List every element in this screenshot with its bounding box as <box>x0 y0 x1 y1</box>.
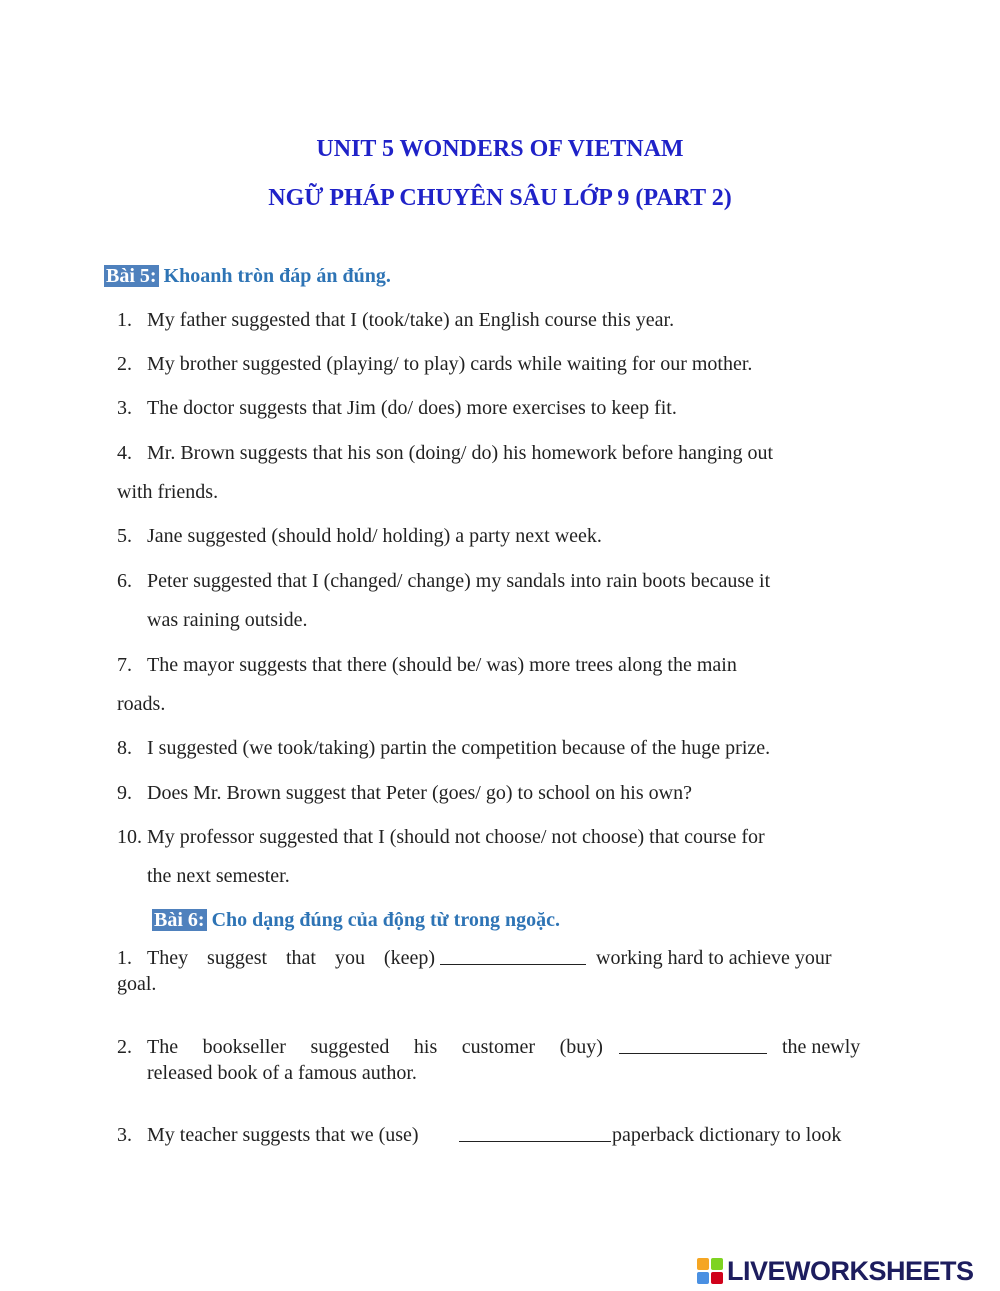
item-number: 2. <box>117 1036 132 1058</box>
item-number: 5. <box>117 525 132 547</box>
item-text: My brother suggested (playing/ to play) cards while waiting for our mother. <box>147 353 753 375</box>
ex6-item-2-after: the newly <box>782 1036 861 1058</box>
exercise-6-heading <box>152 908 560 932</box>
liveworksheets-logo <box>697 1254 997 1288</box>
item-text: Jane suggested (should hold/ holding) a party next week. <box>147 525 602 547</box>
item-text-continued: roads. <box>117 693 166 715</box>
item-number: 10. <box>117 826 142 848</box>
exercise-6-label: Bài 6: <box>154 909 205 931</box>
ex6-item-1-continuation: goal. <box>117 973 157 995</box>
ex6-item-3-before: My teacher suggests that we (use) <box>147 1124 419 1146</box>
item-text: The mayor suggests that there (should be/ was) more trees along the main <box>147 654 737 676</box>
ex6-item-3-after: paperback dictionary to look <box>612 1124 842 1146</box>
ex6-item-1-after: working hard to achieve your <box>596 947 832 969</box>
item-text: I suggested (we took/taking) partin the competition because of the huge prize. <box>147 737 771 759</box>
ex6-item-2-prompt <box>147 1035 603 1059</box>
ex6-item-3 <box>117 1123 132 1147</box>
exercise-6-instruction: Cho dạng đúng của động từ trong ngoặc. <box>211 909 560 931</box>
logo-text: LIVEWORKSHEETS <box>727 1255 974 1286</box>
worksheet-title: UNIT 5 WONDERS OF VIETNAM <box>316 136 684 162</box>
ex6-item-2-answer-blank[interactable] <box>619 1035 767 1060</box>
item-number: 1. <box>117 947 132 969</box>
ex6-item-3-answer-blank[interactable] <box>459 1123 611 1148</box>
ex6-item-1-answer-blank[interactable] <box>440 946 586 971</box>
word: bookseller <box>202 1036 286 1058</box>
item-number: 2. <box>117 353 132 375</box>
item-text: Does Mr. Brown suggest that Peter (goes/ go) to school on his own? <box>147 782 692 804</box>
worksheet-subtitle: NGỮ PHÁP CHUYÊN SÂU LỚP 9 (PART 2) <box>268 185 732 211</box>
ex6-item-1-prompt <box>147 946 435 970</box>
item-number: 9. <box>117 782 132 804</box>
item-number: 1. <box>117 309 132 331</box>
ex6-item-2-continuation: released book of a famous author. <box>147 1062 417 1084</box>
word: his <box>413 1036 438 1058</box>
item-number: 8. <box>117 737 132 759</box>
word: (buy) <box>559 1036 603 1058</box>
item-text-continued: the next semester. <box>147 865 290 887</box>
item-text-continued: with friends. <box>117 481 219 503</box>
word: They <box>147 947 189 969</box>
word: (keep) <box>383 947 435 969</box>
word: suggest <box>207 947 268 969</box>
word: The <box>147 1036 179 1058</box>
item-text-continued: was raining outside. <box>147 609 308 631</box>
item-number: 6. <box>117 570 132 592</box>
item-text: My professor suggested that I (should not choose/ not choose) that course for <box>147 826 765 848</box>
exercise-5-heading <box>104 264 391 288</box>
item-number: 3. <box>117 1124 132 1146</box>
item-text: The doctor suggests that Jim (do/ does) more exercises to keep fit. <box>147 397 677 419</box>
word: suggested <box>310 1036 390 1058</box>
word: you <box>334 947 365 969</box>
word: customer <box>461 1036 536 1058</box>
ex6-item-2 <box>117 1035 132 1059</box>
item-number: 4. <box>117 442 132 464</box>
item-text: Peter suggested that I (changed/ change) my sandals into rain boots because it <box>147 570 771 592</box>
word: that <box>286 947 316 969</box>
ex6-item-1 <box>117 946 132 970</box>
logo-icon <box>697 1258 723 1284</box>
item-text: Mr. Brown suggests that his son (doing/ do) his homework before hanging out <box>147 442 774 464</box>
item-number: 3. <box>117 397 132 419</box>
exercise-5-label: Bài 5: <box>106 265 157 287</box>
exercise-5-instruction: Khoanh tròn đáp án đúng. <box>163 265 391 287</box>
item-text: My father suggested that I (took/take) an English course this year. <box>147 309 675 331</box>
item-number: 7. <box>117 654 132 676</box>
